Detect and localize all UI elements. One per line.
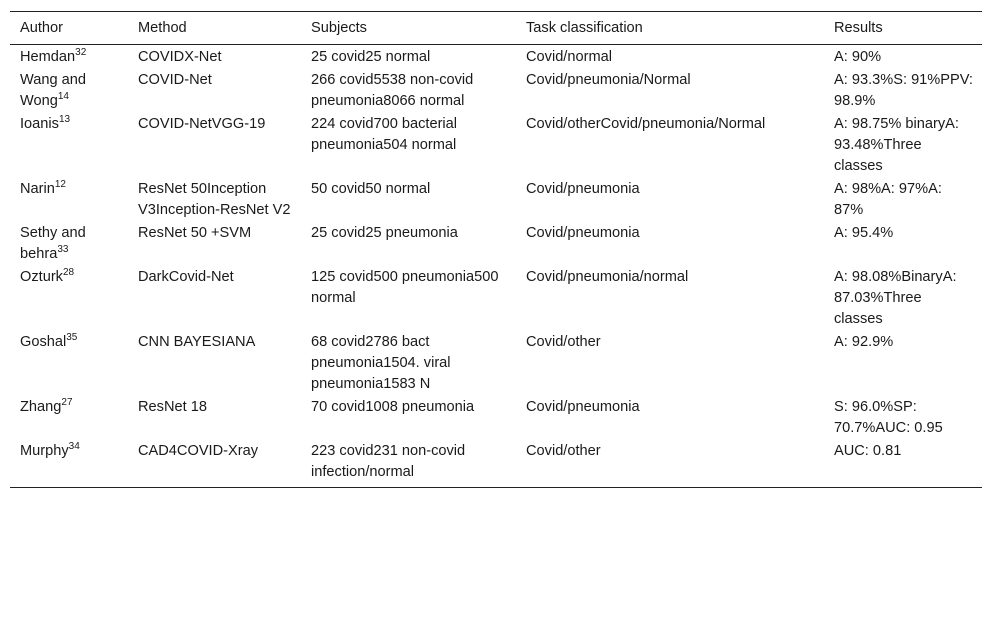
cell-results: A: 95.4%	[834, 225, 894, 241]
cell-results: AUC: 0.81	[824, 439, 982, 488]
reference-number: 35	[66, 332, 78, 343]
reference-number: 13	[58, 114, 71, 125]
cell-method: COVID-NetVGG-19	[138, 116, 266, 132]
cell-author	[10, 265, 128, 330]
reference-number: 33	[57, 244, 69, 255]
header-results: Results	[824, 12, 982, 45]
cell-author	[10, 68, 128, 112]
cell-results: A: 92.9%	[834, 334, 894, 350]
cell-subjects: 25 covid25 pneumonia	[311, 225, 458, 241]
cell-task: Covid/pneumonia	[526, 399, 640, 415]
author-name: Wang and Wong	[20, 72, 86, 109]
cell-subjects: 68 covid2786 bact pneumonia1504. viral pneumonia1583 N	[311, 334, 451, 392]
table-row	[10, 330, 982, 395]
cell-task: Covid/other	[526, 334, 601, 350]
cell-results: A: 98.08%BinaryA: 87.03%Three classes	[834, 269, 957, 327]
reference-number: 32	[75, 47, 87, 58]
author-name: Goshal	[20, 334, 67, 350]
cell-task: Covid/pneumonia/Normal	[526, 72, 691, 88]
reference-number: 12	[54, 179, 66, 190]
cell-subjects: 125 covid500 pneumonia500 normal	[311, 269, 499, 306]
table-row	[10, 177, 982, 221]
cell-results: S: 96.0%SP: 70.7%AUC: 0.95	[834, 399, 943, 436]
table-row	[10, 439, 982, 488]
cell-task: Covid/pneumonia	[526, 225, 640, 241]
author-name: Ioanis	[20, 116, 59, 132]
table-row	[10, 112, 982, 177]
cell-results: A: 90%	[834, 49, 882, 65]
table-row	[10, 265, 982, 330]
cell-subjects: 223 covid231 non-covid infection/normal	[301, 439, 516, 488]
cell-method: DarkCovid-Net	[138, 269, 234, 285]
header-author: Author	[10, 12, 128, 45]
table-row	[10, 68, 982, 112]
cell-subjects: 50 covid50 normal	[311, 181, 431, 197]
cell-task: Covid/pneumonia/normal	[526, 269, 689, 285]
author-name: Sethy and behra	[20, 225, 86, 262]
author-name: Ozturk	[20, 269, 63, 285]
comparison-table-container	[10, 11, 982, 488]
table-row	[10, 221, 982, 265]
reference-number: 27	[61, 397, 73, 408]
cell-method: CAD4COVID-Xray	[128, 439, 301, 488]
cell-task: Covid/pneumonia	[526, 181, 640, 197]
author-name: Narin	[20, 181, 55, 197]
author-name: Murphy	[20, 443, 69, 459]
cell-author	[10, 221, 128, 265]
cell-method: COVIDX-Net	[138, 49, 222, 65]
cell-author	[10, 330, 128, 395]
cell-method: ResNet 50Inception V3Inception-ResNet V2	[138, 181, 291, 218]
author-name: Zhang	[20, 399, 62, 415]
table-row	[10, 45, 982, 69]
header-method: Method	[128, 12, 301, 45]
reference-number: 14	[57, 91, 69, 102]
header-task-classification: Task classification	[516, 12, 824, 45]
cell-author	[10, 395, 128, 439]
table-row	[10, 395, 982, 439]
cell-task: Covid/other	[516, 439, 824, 488]
cell-author	[10, 177, 128, 221]
cell-subjects: 25 covid25 normal	[311, 49, 431, 65]
cell-results: A: 98.75% binaryA: 93.48%Three classes	[834, 116, 959, 174]
table-header-row	[10, 12, 982, 45]
cell-method: COVID-Net	[138, 72, 212, 88]
reference-number: 34	[68, 441, 80, 452]
cell-results: A: 98%A: 97%A: 87%	[834, 181, 942, 218]
author-name: Hemdan	[20, 49, 76, 65]
cell-author	[10, 112, 128, 177]
cell-method: ResNet 18	[138, 399, 207, 415]
cell-author	[10, 45, 128, 69]
cell-results: A: 93.3%S: 91%PPV: 98.9%	[834, 72, 973, 109]
cell-subjects: 70 covid1008 pneumonia	[311, 399, 475, 415]
cell-task: Covid/normal	[526, 49, 612, 65]
cell-method: ResNet 50 +SVM	[138, 225, 252, 241]
header-subjects: Subjects	[301, 12, 516, 45]
cell-subjects: 224 covid700 bacterial pneumonia504 normal	[311, 116, 458, 153]
reference-number: 28	[62, 267, 75, 278]
cell-author	[10, 439, 128, 488]
cell-method: CNN BAYESIANA	[138, 334, 256, 350]
cell-task: Covid/otherCovid/pneumonia/Normal	[526, 116, 766, 132]
cell-subjects: 266 covid5538 non-covid pneumonia8066 normal	[311, 72, 474, 109]
comparison-table	[10, 11, 982, 488]
